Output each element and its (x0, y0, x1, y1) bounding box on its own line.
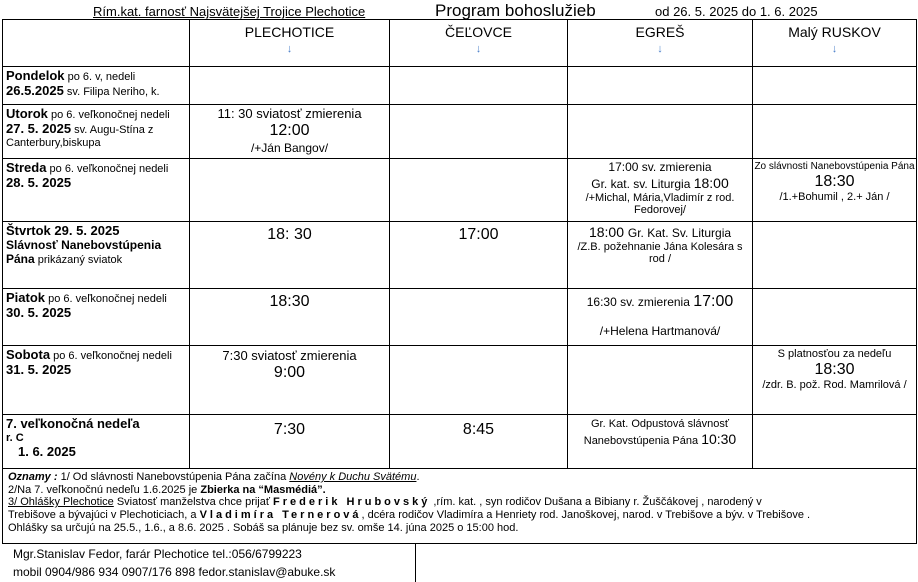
cell-nedela-plechotice: 7:30 (190, 415, 390, 469)
cell-piatok-plechotice: 18:30 (190, 289, 390, 346)
date-range: od 26. 5. 2025 do 1. 6. 2025 (655, 4, 818, 19)
announcements: Oznamy : 1/ Od slávnosti Nanebovstúpenia Pána začína Novény k Duchu Svätému. 2/Na 7. veľkonočnú nedeľu 1.6.2025 je Zbierka na “Masmédiá”. 3/ Ohlášky Plechotice Sviatosť manželstva chce prijať Frederik Hrubovský ,rím. kat. , syn rodičov Dušana a Bibiany r. Žuščákovej , narodený v Trebišove a bývajúci v Plechoticiach, a Vladimíra Ternerová, dcéra rodičov Vladimíra a Henriety rod. Janoškovej, narod. v Trebišove a býv. v Trebišove . Ohlášky sa určujú na 25.5., 1.6., a 8.6. 2025 . Sobáš sa plánuje bez sv. omše 14. júna 2025 o 15:00 hod. (3, 469, 917, 544)
arrow-down-icon: ↓ (657, 43, 663, 56)
cell-stvrtok-egres: 18:00 Gr. Kat. Sv. Liturgia /Z.B. požehnanie Jána Kolesára s rod / (568, 222, 753, 289)
row-utorok (3, 105, 917, 159)
header-row (3, 20, 917, 67)
cell-utorok-plechotice: 11: 30 sviatosť zmierenia 12:00 /+Ján Bangov/ (190, 105, 390, 159)
day-sobota: Sobota po 6. veľkonočnej nedeli 31. 5. 2025 (3, 346, 190, 415)
day-pondelok: Pondelok po 6. v, nedeli 26.5.2025 sv. Filipa Neriho, k. (3, 67, 190, 105)
contact-line-1: Mgr.Stanislav Fedor, farár Plechotice tel.:056/6799223 (13, 547, 302, 561)
day-utorok: Utorok po 6. veľkonočnej nedeli 27. 5. 2025 sv. Augu-Stína z Canterbury,biskupa (3, 105, 190, 159)
cell-stvrtok-celovce: 17:00 (390, 222, 568, 289)
arrow-down-icon: ↓ (475, 43, 482, 56)
row-stvrtok (3, 222, 917, 289)
col-plechotice: PLECHOTICE ↓ (190, 20, 390, 67)
pastor-contact (2, 543, 416, 582)
program-title: Program bohoslužieb (435, 1, 596, 20)
contact-line-2: mobil 0904/986 934 0907/176 898 fedor.stanislav@abuke.sk (13, 565, 336, 579)
day-streda: Streda po 6. veľkonočnej nedeli 28. 5. 2025 (3, 159, 190, 222)
arrow-down-icon: ↓ (286, 43, 293, 56)
cell-sobota-ruskov: S platnosťou za nedeľu 18:30 /zdr. B. pož. Rod. Mamrilová / (753, 346, 917, 415)
row-streda (3, 159, 917, 222)
day-stvrtok: Štvrtok 29. 5. 2025 Slávnosť Nanebovstúpenia Pána prikázaný sviatok (3, 222, 190, 289)
cell-sobota-plechotice: 7:30 sviatosť zmierenia 9:00 (190, 346, 390, 415)
arrow-down-icon: ↓ (831, 43, 838, 56)
cell-piatok-egres: 16:30 sv. zmierenia 17:00 /+Helena Hartmanová/ (568, 289, 753, 346)
row-sobota (3, 346, 917, 415)
page-header (0, 1, 918, 21)
corner-cell (3, 20, 190, 67)
cell-nedela-egres: Gr. Kat. Odpustová slávnosť Nanebovstúpenia Pána 10:30 (568, 415, 753, 469)
schedule-table (2, 19, 917, 544)
cell-streda-ruskov: Zo slávnosti Nanebovstúpenia Pána 18:30 /1.+Bohumil , 2.+ Ján / (753, 159, 917, 222)
row-pondelok (3, 67, 917, 105)
day-nedela: 7. veľkonočná nedeľa r. C 1. 6. 2025 (3, 415, 190, 469)
cell-nedela-celovce: 8:45 (390, 415, 568, 469)
parish-name: Rím.kat. farnosť Najsvätejšej Trojice Plechotice (93, 4, 366, 19)
cell-streda-egres: 17:00 sv. zmierenia Gr. kat. sv. Liturgia 18:00 /+Michal, Mária,Vladimír z rod. Fedorovej/ (568, 159, 753, 222)
col-maly-ruskov: Malý RUSKOV ↓ (753, 20, 917, 67)
row-piatok (3, 289, 917, 346)
col-celovce: ČEĽOVCE ↓ (390, 20, 568, 67)
row-notes (3, 469, 917, 544)
cell-stvrtok-plechotice: 18: 30 (190, 222, 390, 289)
col-egres: EGREŠ ↓ (568, 20, 753, 67)
row-nedela (3, 415, 917, 469)
day-piatok: Piatok po 6. veľkonočnej nedeli 30. 5. 2025 (3, 289, 190, 346)
